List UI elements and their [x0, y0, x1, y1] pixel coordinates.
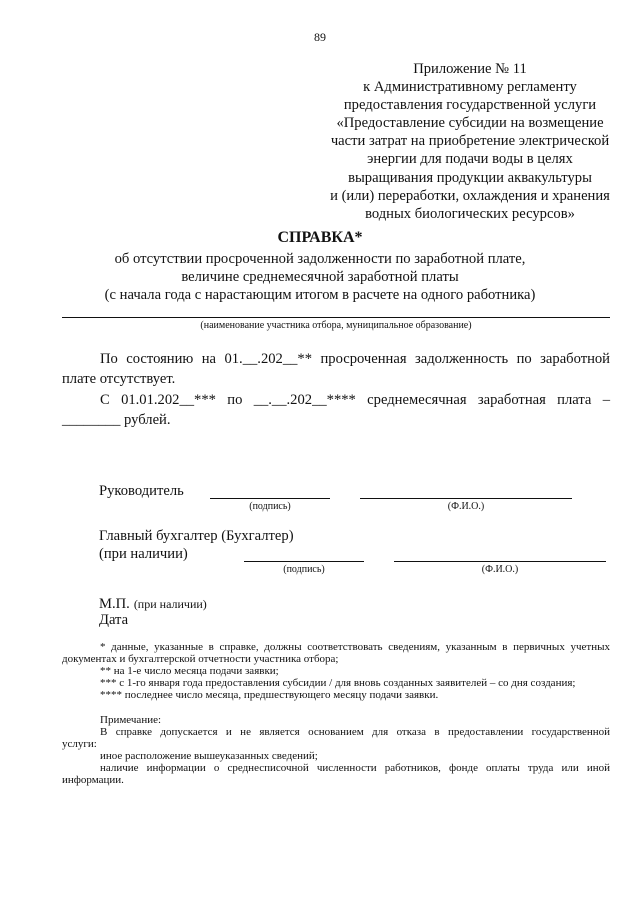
paragraph-line: плате отсутствует. [62, 371, 176, 387]
footnote-line: ** на 1-е число месяца подачи заявки; [100, 665, 279, 677]
note-line: услуги: [62, 738, 97, 750]
participant-caption: (наименование участника отбора, муниципальное образование) [200, 320, 472, 331]
page-number: 89 [314, 30, 326, 44]
appendix-heading [300, 60, 640, 223]
footnotes [62, 641, 610, 701]
head-signature-caption: (подпись) [249, 501, 291, 512]
note-line: информации. [62, 774, 124, 786]
subtitle-line: величине среднемесячной заработной платы [181, 269, 459, 285]
paragraph-line: С 01.01.202__*** по __.__.202__**** среднемесячная заработная плата – [100, 392, 610, 408]
footnote-line: **** последнее число месяца, предшествующего месяцу подачи заявки. [100, 689, 439, 701]
subtitle-line: об отсутствии просроченной задолженности по заработной плате, [114, 251, 526, 267]
appendix-line: к Административному регламенту [363, 79, 577, 96]
paragraph-average-salary [62, 390, 610, 430]
paragraph-arrears [62, 349, 610, 389]
accountant-name-line[interactable] [394, 561, 606, 562]
paragraph-line: По состоянию на 01.__.202__** просроченная задолженность по заработной [100, 351, 610, 367]
footnote-line: *** с 1-го января года предоставления субсидии / для вновь созданных заявителей – со дня создания; [100, 677, 576, 689]
participant-name-line[interactable] [62, 317, 610, 318]
head-label: Руководитель [99, 483, 184, 499]
note-block [62, 714, 610, 786]
note-line: наличие информации о среднесписочной численности работников, фонде оплаты труда или иной [100, 762, 610, 774]
note-line: В справке допускается и не является основанием для отказа в предоставлении государственной [100, 726, 610, 738]
head-signature-line[interactable] [210, 498, 330, 499]
appendix-line: и (или) переработки, охлаждения и хранения [330, 187, 610, 204]
stamp-label: М.П. [99, 596, 130, 612]
document-subtitle [40, 250, 600, 304]
appendix-line: «Предоставление субсидии на возмещение [336, 115, 604, 132]
document-title: СПРАВКА* [277, 229, 363, 246]
appendix-line: предоставления государственной услуги [343, 97, 597, 114]
head-name-line[interactable] [360, 498, 572, 499]
accountant-label: Главный бухгалтер (Бухгалтер) [99, 528, 294, 544]
accountant-signature-line[interactable] [244, 561, 364, 562]
note-line: иное расположение вышеуказанных сведений; [100, 750, 318, 762]
stamp-line [99, 595, 207, 613]
accountant-name-caption: (Ф.И.О.) [481, 564, 519, 575]
appendix-line: выращивания продукции аквакультуры [348, 169, 592, 186]
appendix-line: водных биологических ресурсов» [365, 205, 575, 222]
appendix-line: энергии для подачи воды в целях [367, 151, 573, 168]
date-label: Дата [99, 612, 129, 628]
footnote-line: * данные, указанные в справке, должны соответствовать сведениям, указанным в первичных учетных [100, 641, 610, 653]
note-heading: Примечание: [100, 714, 162, 726]
appendix-line: Приложение № 11 [413, 61, 527, 77]
appendix-line: части затрат на приобретение электрической [330, 133, 610, 150]
accountant-optional-label: (при наличии) [99, 546, 188, 562]
footnote-line: документах и бухгалтерской отчетности участника отбора; [62, 653, 339, 665]
accountant-signature-caption: (подпись) [283, 564, 325, 575]
subtitle-line: (с начала года с нарастающим итогом в расчете на одного работника) [104, 287, 536, 303]
stamp-note: (при наличии) [133, 597, 207, 611]
paragraph-line: ________ рублей. [62, 412, 171, 428]
head-name-caption: (Ф.И.О.) [447, 501, 485, 512]
